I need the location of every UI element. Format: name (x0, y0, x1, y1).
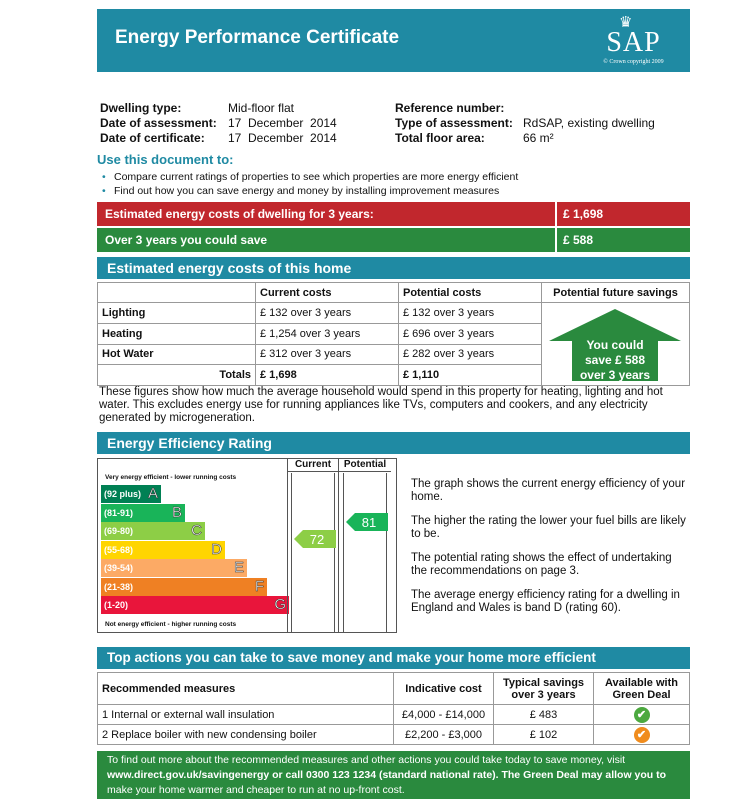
table-row: 2 Replace boiler with new condensing boiler £2,200 - £3,000 £ 102 ✔ (98, 725, 690, 745)
costs-bar (97, 202, 690, 226)
table-row: Heating £ 1,254 over 3 years £ 696 over 3 years (98, 323, 690, 344)
rating-band-g (101, 596, 289, 614)
band-range: (21-38) (104, 581, 134, 592)
eer-text: The higher the rating the lower your fuel bills are likely to be. (411, 515, 686, 540)
dwelling-type: Mid-floor flat (228, 101, 295, 115)
energy-rating-chart (97, 457, 690, 635)
certificate-header (97, 9, 690, 72)
assessment-date: 17 December 2014 (228, 116, 337, 130)
band-letter: D (211, 540, 222, 558)
svg-text:81: 81 (361, 515, 377, 530)
eer-text: The graph shows the current energy efficiency of your home. (411, 478, 686, 503)
assessment-date-label: Date of assessment: (100, 116, 217, 130)
actions-table: Recommended measures Indicative cost Typical savings over 3 years Available with Green Deal 1 Internal or external wall insulation £4,000 - £14,000 £ 483 ✔ 2 Replace boiler with new condensing boiler £2,200 - £3,000 £ 102 ✔ (97, 672, 690, 745)
svg-text:You could: You could (586, 338, 644, 352)
eer-text: The potential rating shows the effect of undertaking the recommendations on page 3. (411, 552, 672, 577)
save-bar (97, 228, 690, 252)
rating-band-e (101, 559, 247, 577)
table-row: Hot Water £ 312 over 3 years £ 282 over 3 years (98, 344, 690, 365)
band-range: (55-68) (104, 544, 134, 555)
savingenergy-link[interactable]: www.direct.gov.uk/savingenergy or call 0300 123 1234 (standard national rate). The Green Deal may allow you to (107, 769, 667, 781)
band-range: (69-80) (104, 526, 134, 536)
table-row: 1 Internal or external wall insulation £4,000 - £14,000 £ 483 ✔ (98, 705, 690, 725)
floor-area: 66 m² (523, 131, 554, 145)
use-list (100, 170, 518, 198)
current-column-header: Current (287, 458, 339, 472)
costs-bar-value: £ 1,698 (563, 207, 604, 221)
use-title: Use this document to: (97, 152, 234, 167)
band-letter: F (254, 577, 264, 595)
svg-text:over 3 years: over 3 years (579, 368, 651, 382)
certificate-date: 17 December 2014 (228, 131, 337, 145)
rating-band-b (101, 504, 185, 522)
table-row: Lighting £ 132 over 3 years £ 132 over 3 years You could save £ 588 over 3 years (98, 303, 690, 324)
band-letter: C (191, 522, 202, 539)
band-range: (1-20) (104, 600, 129, 610)
rating-band-a (101, 485, 161, 503)
chart-bottom-caption: Not energy efficient - higher running costs (105, 621, 237, 628)
savings-arrow (542, 303, 690, 386)
rating-band-c (101, 522, 205, 540)
band-range: (39-54) (104, 563, 134, 573)
rating-band-d (101, 541, 225, 559)
sap-logo: ♛ SAP © Crown copyright 2009 (603, 14, 664, 65)
green-deal-conditional-icon: ✔ (634, 727, 650, 743)
list-item: • Find out how you can save energy and money by installing improvement measures (100, 184, 518, 198)
band-letter: G (274, 596, 286, 613)
svg-text:72: 72 (309, 532, 325, 547)
band-range: (81-91) (104, 507, 134, 518)
rating-band-f (101, 578, 267, 596)
band-range: (92 plus) (104, 489, 142, 499)
green-deal-available-icon: ✔ (634, 707, 650, 723)
dwelling-type-label: Dwelling type: (100, 101, 182, 115)
reference-label: Reference number: (395, 101, 505, 115)
costs-note: These figures show how much the average household would spend in this property for heating, lighting and hot water. This excludes energy use for running appliances like TVs, computers and cookers, and any electricity generated by microgeneration. (99, 386, 663, 424)
potential-column-header: Potential (339, 458, 391, 472)
band-letter: E (233, 559, 244, 576)
actions-section-heading: Top actions you can take to save money and make your home more efficient (97, 647, 690, 669)
save-bar-label: Over 3 years you could save (105, 233, 268, 247)
chart-top-caption: Very energy efficient - lower running costs (105, 474, 237, 481)
certificate-date-label: Date of certificate: (100, 131, 205, 145)
crown-icon: ♛ (619, 14, 633, 31)
svg-text:save £ 588: save £ 588 (584, 353, 646, 367)
band-letter: B (171, 503, 182, 521)
band-letter: A (147, 485, 158, 502)
potential-rating-arrow (346, 513, 388, 531)
page-title: Energy Performance Certificate (115, 27, 400, 48)
costs-section-heading: Estimated energy costs of this home (97, 257, 690, 279)
save-bar-value: £ 588 (563, 233, 594, 247)
assessment-type: RdSAP, existing dwelling (523, 116, 655, 130)
floor-area-label: Total floor area: (395, 131, 485, 145)
list-item: • Compare current ratings of properties to see which properties are more energy efficient (100, 170, 518, 184)
table-row: Totals £ 1,698 £ 1,110 (98, 365, 690, 386)
costs-table: Current costs Potential costs Potential future savings Lighting £ 132 over 3 years £ 132 over 3 years You could save £ 588 over 3 years Heating £ 1,254 over 3 years £ 696 over 3 years Hot Water £ 312 over 3 years £ 282 over 3 years Totals £ 1,698 £ 1,110 (97, 282, 690, 386)
footer-info: To find out more about the recommended measures and other actions you could take today to save money, visit www.direct.gov.uk/savingenergy or call 0300 123 1234 (standard national rate). The Green Deal may allow you to make your home warmer and cheaper to run at no up-front cost. (97, 751, 690, 799)
assessment-type-label: Type of assessment: (395, 116, 513, 130)
eer-section-heading: Energy Efficiency Rating (97, 432, 690, 454)
current-rating-arrow (294, 530, 336, 548)
eer-text: The average energy efficiency rating for a dwelling in England and Wales is band D (rating 60). (411, 589, 680, 614)
costs-bar-label: Estimated energy costs of dwelling for 3 years: (105, 207, 374, 221)
